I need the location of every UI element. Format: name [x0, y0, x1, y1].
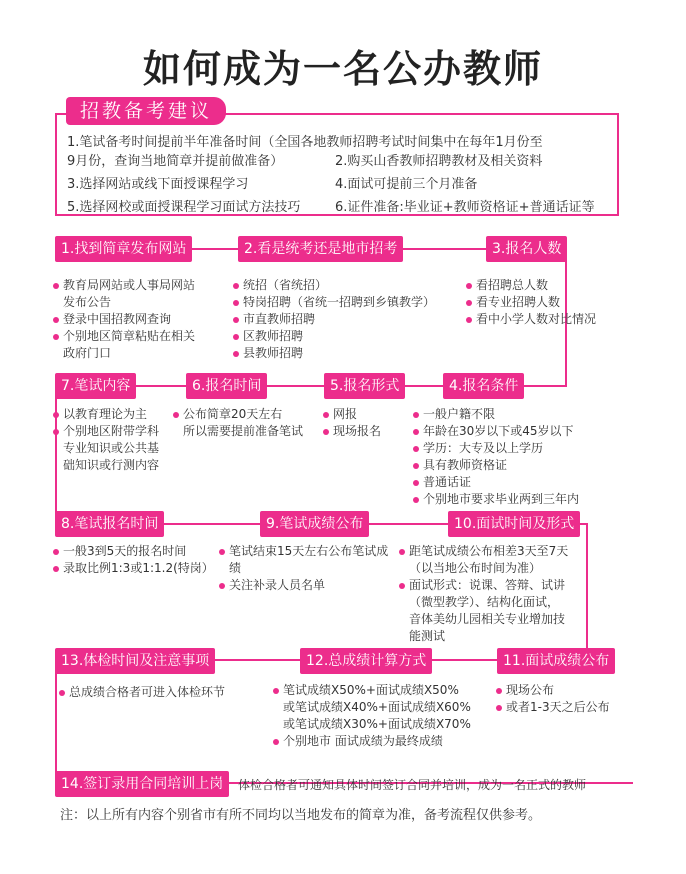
list-item: 一般户籍不限: [412, 406, 642, 423]
list-item: 公布简章20天左右: [172, 406, 322, 423]
step-8-label: 8.笔试报名时间: [55, 511, 164, 537]
list-item: 区教师招聘: [232, 328, 472, 345]
step-13-label: 13.体检时间及注意事项: [55, 648, 215, 674]
list-item: 学历：大专及以上学历: [412, 440, 642, 457]
list-item: 看中小学人数对比情况: [465, 311, 645, 328]
list-item: （以当地公布时间为准）: [409, 561, 542, 575]
list-item: 所以需要提前准备笔试: [183, 424, 304, 438]
list-item: 或笔试成绩X30%+面试成绩X70%: [283, 717, 471, 731]
list-item: 统招（省统招）: [232, 277, 472, 294]
list-item: 年龄在30岁以下或45岁以下: [412, 423, 642, 440]
list-item: 总成绩合格者可进入体检环节: [58, 684, 268, 701]
step-14-text: 体检合格者可通知具体时间签订合同并培训，成为一名正式的教师: [238, 778, 587, 792]
step-4-list: [412, 406, 642, 508]
step-14-label: 14.签订录用合同培训上岗: [55, 771, 229, 797]
list-item: 登录中国招教网查询: [52, 311, 202, 328]
advice-item-1b: 9月份，查询当地简章并提前做准备）: [67, 154, 284, 169]
list-item: 个别地市要求毕业两到三年内: [412, 491, 642, 508]
list-item: 关注补录人员名单: [218, 577, 398, 594]
step-12-list: [272, 682, 487, 750]
list-item: （微型教学）、结构化面试，: [409, 595, 560, 609]
list-item: 个别地区附带学科专业知识或公共基础知识或行测内容: [52, 423, 170, 474]
step-10-list: [398, 543, 598, 645]
advice-item-3: 3.选择网站或线下面授课程学习: [67, 177, 249, 192]
list-item: 具有教师资格证: [412, 457, 642, 474]
advice-label: 招教备考建议: [66, 97, 226, 125]
list-item: 市直教师招聘: [232, 311, 472, 328]
step-1-list: [52, 277, 202, 362]
list-item: 看专业招聘人数: [465, 294, 645, 311]
advice-item-6: 6.证件准备:毕业证+教师资格证+普通话证等: [335, 200, 595, 215]
step-6-label: 6.报名时间: [186, 373, 267, 399]
list-item: 以教育理论为主: [52, 406, 170, 423]
advice-item-1a: 1.笔试备考时间提前半年准备时间（全国各地教师招聘考试时间集中在每年1月份至: [67, 135, 543, 150]
step-11-label: 11.面试成绩公布: [497, 648, 615, 674]
list-item: 县教师招聘: [232, 345, 472, 362]
step-7-label: 7.笔试内容: [55, 373, 136, 399]
step-5-label: 5.报名形式: [324, 373, 405, 399]
list-item: 录取比例1:3或1:1.2(特岗）: [52, 560, 217, 577]
step-9-list: [218, 543, 398, 594]
list-item: 个别地区简章粘贴在相关政府门口: [52, 328, 202, 362]
step-6-list: [172, 406, 322, 440]
footnote: 注：以上所有内容个别省市有所不同均以当地发布的简章为准，备考流程仅供参考。: [60, 808, 542, 823]
list-item: 现场报名: [322, 423, 432, 440]
list-item: 笔试成绩X50%+面试成绩X50%: [272, 682, 487, 699]
list-item: 特岗招聘（省统一招聘到乡镇教学）: [232, 294, 472, 311]
list-item: 能测试: [409, 629, 446, 643]
connector-row4-left: [55, 659, 57, 783]
step-10-label: 10.面试时间及形式: [448, 511, 580, 537]
advice-item-2: 2.购买山香教师招聘教材及相关资料: [335, 154, 543, 169]
list-item: 或笔试成绩X40%+面试成绩X60%: [283, 700, 471, 714]
step-12-label: 12.总成绩计算方式: [300, 648, 432, 674]
list-item: 现场公布: [495, 682, 645, 699]
list-item: 一般3到5天的报名时间: [52, 543, 217, 560]
step-11-list: [495, 682, 645, 716]
list-item: 看招聘总人数: [465, 277, 645, 294]
list-item: 距笔试成绩公布相差3天至7天: [398, 543, 598, 560]
page-title: 如何成为一名公办教师: [142, 47, 543, 91]
step-2-list: [232, 277, 472, 362]
step-13-list: [58, 684, 268, 701]
list-item: 网报: [322, 406, 432, 423]
list-item: 笔试结束15天左右公布笔试成绩: [218, 543, 398, 577]
step-9-label: 9.笔试成绩公布: [260, 511, 369, 537]
step-7-list: [52, 406, 170, 474]
advice-item-4: 4.面试可提前三个月准备: [335, 177, 478, 192]
step-2-label: 2.看是统考还是地市招考: [238, 236, 403, 262]
list-item: 或者1-3天之后公布: [495, 699, 645, 716]
advice-item-5: 5.选择网校或面授课程学习面试方法技巧: [67, 200, 301, 215]
step-3-label: 3.报名人数: [486, 236, 567, 262]
list-item: 教育局网站或人事局网站发布公告: [52, 277, 202, 311]
step-1-label: 1.找到简章发布网站: [55, 236, 192, 262]
list-item: 普通话证: [412, 474, 642, 491]
list-item: 面试形式：说课、答辩、试讲: [398, 577, 598, 594]
list-item: 音体美幼儿园相关专业增加技: [409, 612, 566, 626]
step-8-list: [52, 543, 217, 577]
list-item: 个别地市 面试成绩为最终成绩: [272, 733, 487, 750]
step-4-label: 4.报名条件: [443, 373, 524, 399]
step-3-list: [465, 277, 645, 328]
